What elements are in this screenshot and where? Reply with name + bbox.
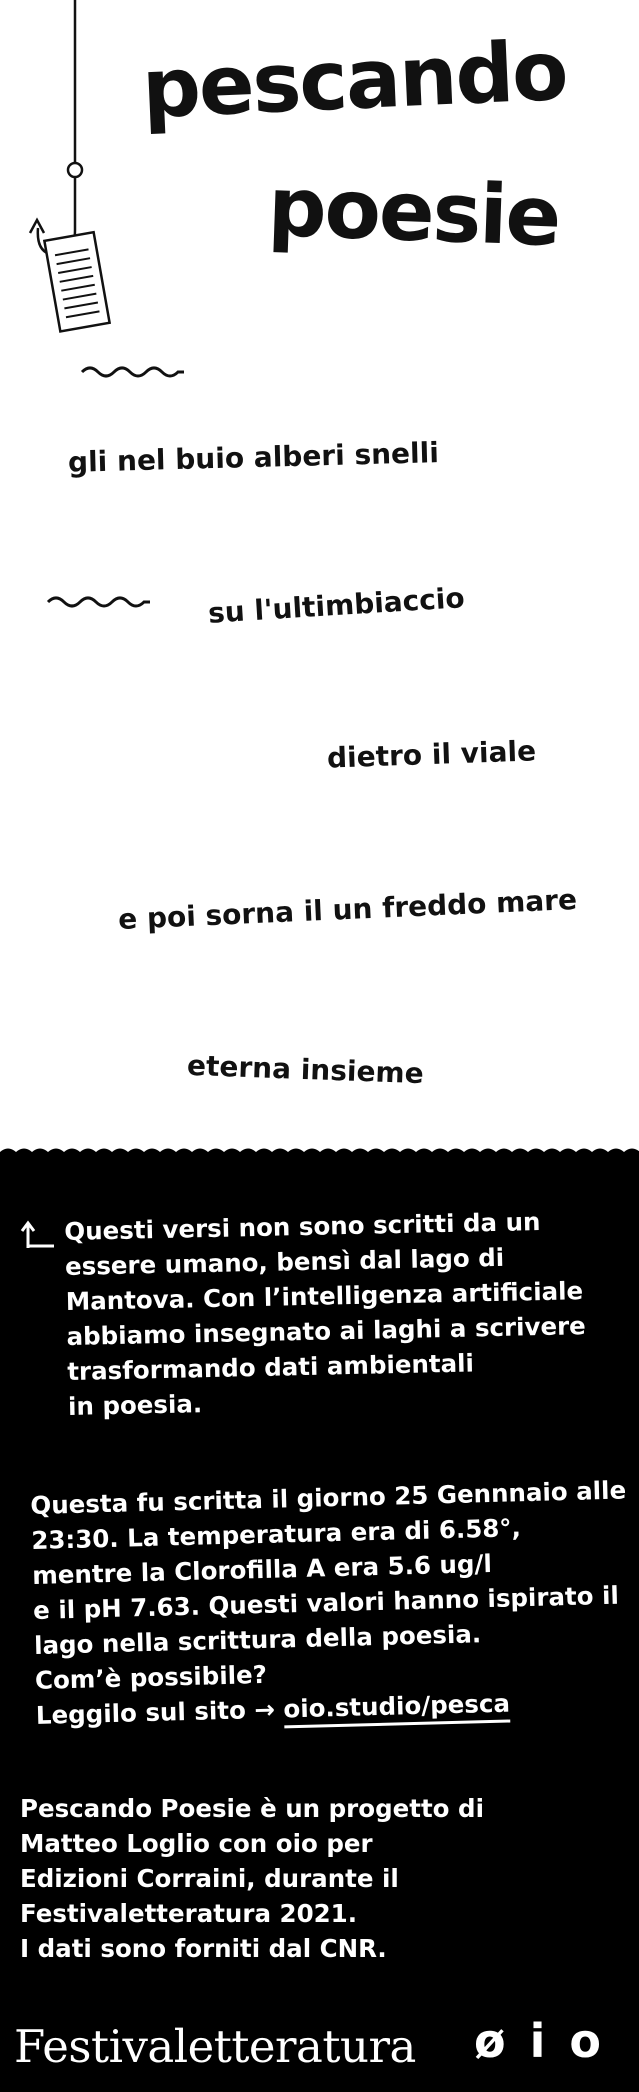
data-paragraph — [30, 1472, 632, 1733]
data-line: Questa fu scritta il giorno 25 Gennnaio alle — [30, 1475, 627, 1520]
link-prefix: Leggilo sul sito → — [35, 1694, 284, 1730]
poem-verse: dietro il viale — [326, 734, 537, 775]
intro-line: abbiamo insegnato ai laghi a scrivere — [66, 1311, 587, 1351]
title-line-1: pescando — [140, 23, 569, 138]
credits-paragraph — [20, 1791, 484, 1966]
info-section — [0, 1158, 639, 2092]
data-line: lago nella scrittura della poesia. — [33, 1619, 482, 1660]
festivaletteratura-logo: Festivaletteratura — [14, 2020, 416, 2073]
credits-line: I dati sono forniti dal CNR. — [20, 1934, 387, 1963]
credits-line: Matteo Loglio con oio per — [20, 1829, 373, 1858]
data-line: 23:30. La temperatura era di 6.58°, — [30, 1513, 522, 1555]
website-link[interactable]: oio.studio/pesca — [283, 1689, 510, 1729]
data-line: Com’è possibile? — [34, 1659, 268, 1695]
wavy-edge-divider — [0, 1140, 639, 1160]
wave-squiggle-icon — [80, 362, 186, 382]
wave-squiggle-icon — [46, 592, 152, 612]
intro-line: Questi versi non sono scritti da un — [64, 1207, 541, 1246]
intro-line: essere umano, bensì dal lago di — [64, 1242, 505, 1281]
oio-logo: øio — [474, 2014, 625, 2068]
credits-line: Pescando Poesie è un progetto di — [20, 1794, 484, 1823]
intro-line: trasformando dati ambientali — [66, 1348, 475, 1386]
poem-verse: eterna insieme — [186, 1048, 425, 1091]
intro-paragraph — [64, 1203, 588, 1424]
credits-line: Edizioni Corraini, durante il — [20, 1864, 399, 1893]
intro-line: in poesia. — [67, 1389, 203, 1421]
arrow-up-left-icon — [20, 1220, 56, 1250]
intro-line: Mantova. Con l’intelligenza artificiale — [65, 1276, 584, 1316]
poem-verse: gli nel buio alberi snelli — [67, 436, 440, 479]
credits-line: Festivaletteratura 2021. — [20, 1899, 358, 1928]
title-line-2: poesie — [266, 159, 561, 266]
fishing-hook-illustration — [20, 0, 130, 345]
poem-verse: su l'ultimbiaccio — [207, 581, 466, 630]
data-line: mentre la Clorofilla A era 5.6 ug/l — [31, 1548, 493, 1590]
poem-verse: e poi sorna il un freddo mare — [117, 883, 578, 936]
data-line: e il pH 7.63. Questi valori hanno ispirato il — [32, 1580, 620, 1625]
